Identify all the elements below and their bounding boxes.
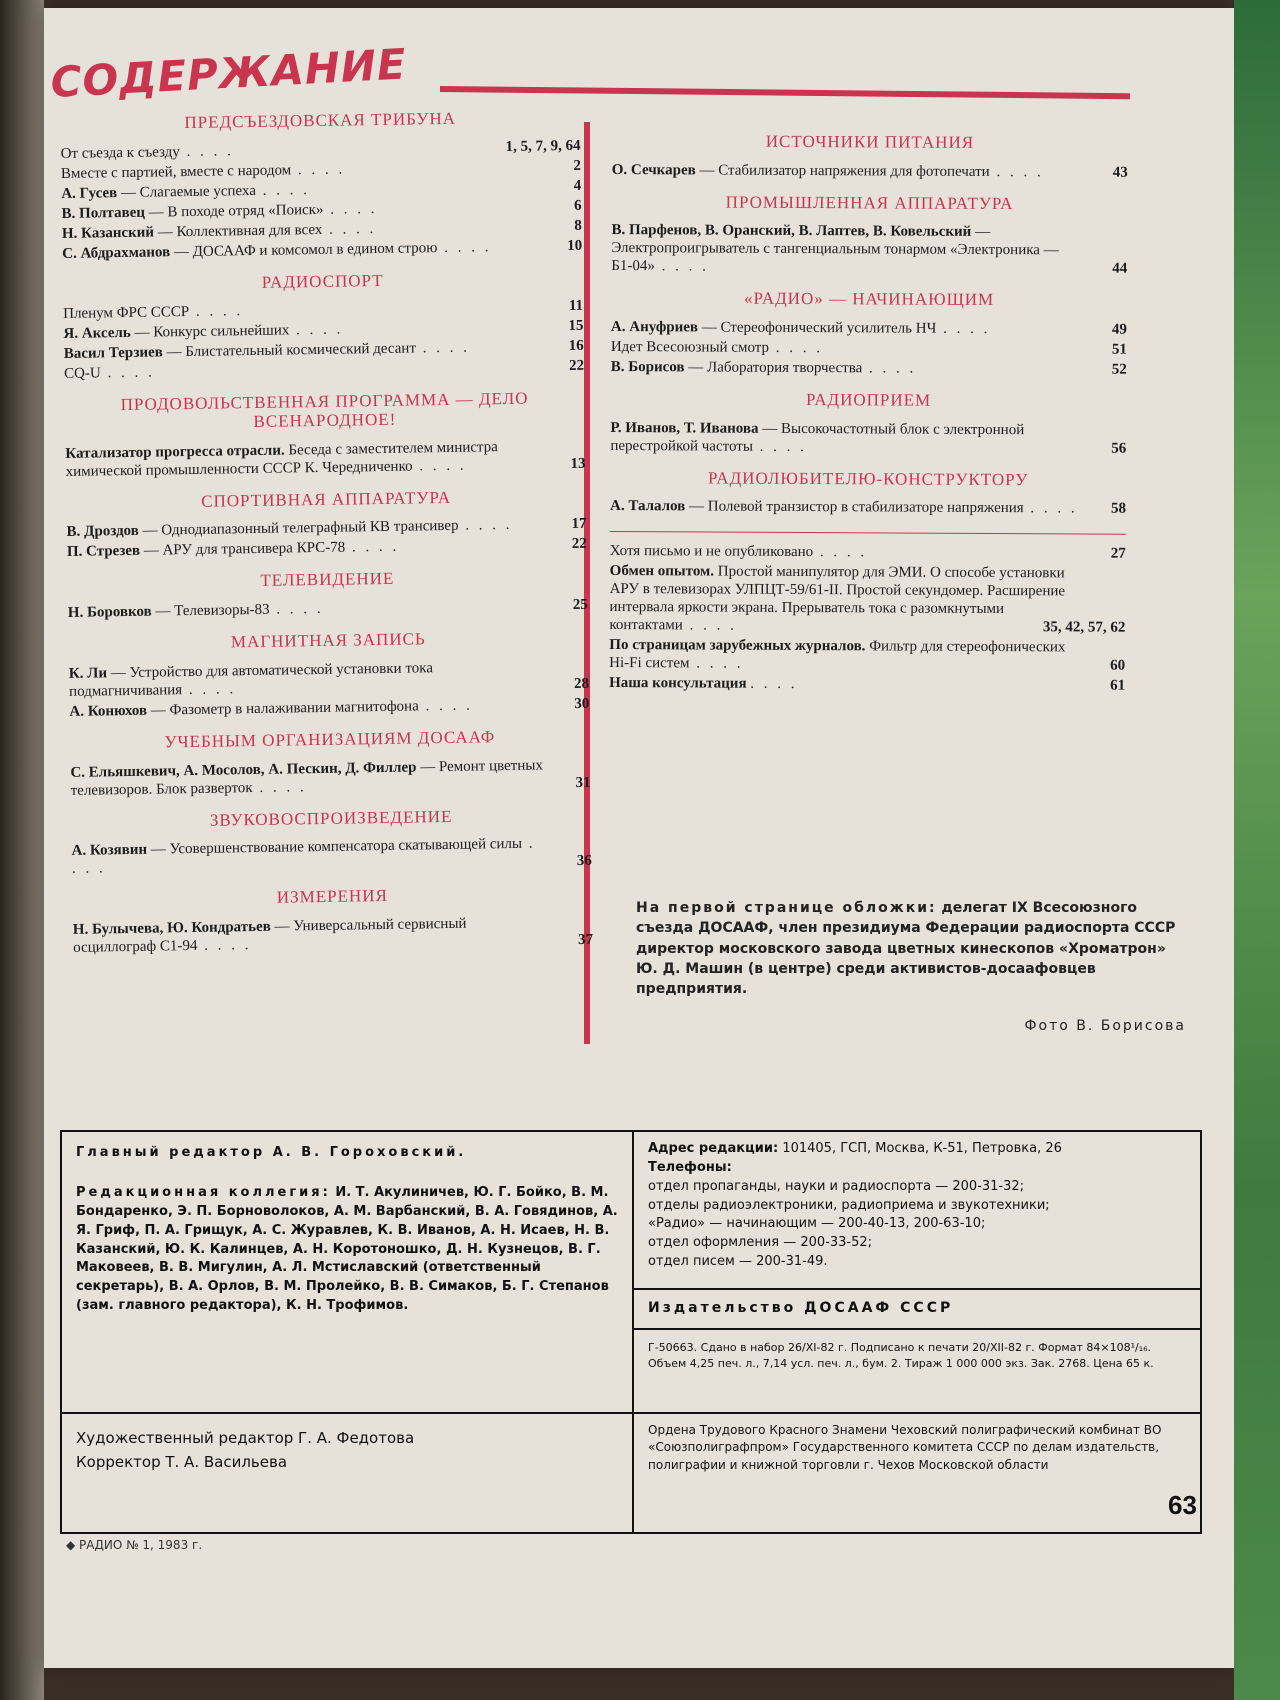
toc-entry-title: Хотя письмо и не опубликовано: [609, 543, 814, 561]
toc-entry-author: А. Талалов: [609, 498, 686, 515]
toc-entry-pages: 22: [571, 536, 587, 553]
toc-leader-dots: . . . .: [323, 200, 378, 218]
toc-entry: [612, 161, 1128, 182]
toc-entry-author: А. Козявин: [71, 841, 148, 860]
toc-entry-pages: 27: [1110, 546, 1126, 563]
imprint-left: [62, 1132, 634, 1532]
toc-entry-author: В. Дроздов: [66, 523, 139, 541]
toc-entry-title: Пленум ФРС СССР: [63, 304, 190, 323]
toc-section-title: «РАДИО» — НАЧИНАЮЩИМ: [744, 289, 995, 310]
toc-entry-author: А. Гусев: [61, 184, 118, 202]
toc-entry-pages: 61: [1110, 678, 1126, 695]
toc-leader-dots: . . . .: [750, 676, 798, 693]
toc-leader-dots: . . . .: [813, 544, 868, 561]
toc-entry-pages: 15: [568, 318, 584, 335]
toc-leader-dots: . . . .: [345, 539, 400, 557]
toc-entry-title: Идет Всесоюзный смотр: [610, 339, 770, 356]
toc-entry: [65, 437, 586, 481]
toc-entry: [609, 674, 1125, 695]
toc-leader-dots: . . . .: [458, 517, 513, 535]
toc-leader-dots: . . . .: [862, 360, 917, 377]
toc-entry-author: А. Ануфриев: [610, 319, 699, 336]
toc-section: [64, 389, 585, 481]
toc-leader-dots: . . . .: [437, 238, 492, 256]
toc-leader-dots: . . . .: [412, 457, 467, 475]
misc-rule: [610, 531, 1126, 535]
toc-entry: [73, 913, 594, 957]
toc-entry: [609, 562, 1125, 637]
imprint-divider-3: [634, 1412, 1200, 1414]
printer: Ордена Трудового Красного Знамени Чеховский полиграфический комбинат ВО «Союзполиграфпром» Государственного комитета СССР по делам издательств, полиграфии и книжной торговли г. Чехов Московской области: [648, 1423, 1162, 1472]
cover-caption-text: делегат IX Всесоюзного съезда ДОСААФ, член президиума Федерации радиоспорта СССР директор московского завода цветных кинескопов «Хроматрон» Ю. Д. Машин (в центре) среди активистов-досаафовцев предприятия.: [636, 900, 1176, 998]
page-number: 63: [1168, 1490, 1197, 1520]
toc-section: [612, 132, 1128, 181]
toc-entry-author: С. Ельяшкевич, А. Мосолов, А. Пескин, Д. Филлер: [70, 758, 417, 781]
toc-section-title: ЗВУКОВОСПРОИЗВЕДЕНИЕ: [209, 806, 453, 830]
toc-entry-title: Вместе с партией, вместе с народом: [60, 162, 292, 182]
toc-entry-title: — Однодиапазонный телеграфный КВ трансивер: [142, 518, 459, 540]
cover-edge-strip: [1234, 0, 1280, 1700]
address-label: Адрес редакции:: [648, 1141, 779, 1156]
toc-section: [66, 487, 587, 562]
toc-section-title: ИЗМЕРЕНИЯ: [276, 886, 389, 907]
toc-entry-pages: 36: [576, 852, 592, 870]
toc-entry: [611, 221, 1127, 278]
phone-line: отдел пропаганды, науки и радиоспорта — 200-31-32;: [648, 1178, 1025, 1194]
toc-entry-pages: 35, 42, 57, 62: [1042, 619, 1126, 637]
imprint-box: [60, 1130, 1202, 1534]
book-spine-shadow: [0, 0, 44, 1700]
toc-entry-pages: 56: [1111, 440, 1127, 457]
toc-entry-pages: 31: [575, 774, 591, 791]
footer-issue: ◆ РАДИО № 1, 1983 г.: [66, 1538, 203, 1552]
toc-entry-title: — Конкурс сильнейших: [134, 322, 290, 342]
editorial-board: [76, 1184, 624, 1316]
toc-entry-pages: 4: [573, 177, 582, 194]
footer-issue-text: РАДИО № 1, 1983 г.: [79, 1538, 203, 1552]
toc-entry-pages: 10: [567, 237, 583, 254]
toc-entry-pages: 2: [573, 157, 582, 174]
cover-caption-lead: На первой странице обложки:: [636, 900, 937, 916]
toc-entry: [70, 755, 591, 799]
toc-leader-dots: . . . .: [689, 655, 744, 673]
toc-entry-pages: 58: [1110, 501, 1127, 518]
toc-entry-author: В. Парфенов, В. Оранский, В. Лаптев, В. Ковельский: [611, 222, 972, 241]
toc-section-title: РАДИОСПОРТ: [261, 270, 384, 292]
toc-entry-title: — Полевой транзистор в стабилизаторе напряжения: [689, 498, 1024, 517]
toc-entry-pages: 60: [1110, 658, 1126, 675]
toc-entry-pages: 1, 5, 7, 9, 64: [505, 137, 581, 155]
toc-section: [68, 628, 589, 721]
chief-editor: Главный редактор А. В. Гороховский.: [76, 1145, 467, 1160]
toc-entry-pages: 49: [1111, 321, 1127, 338]
contents-heading: СОДЕРЖАНИЕ: [49, 39, 408, 107]
toc-entry-title: — Стереофонический усилитель НЧ: [701, 319, 937, 337]
toc-entry-pages: 37: [577, 931, 594, 948]
toc-entry-title: — Стабилизатор напряжения для фотопечати: [699, 162, 990, 180]
toc-left-column: [60, 104, 593, 971]
toc-leader-dots: . . . .: [182, 681, 237, 698]
toc-entry-author: С. Абдрахманов: [62, 243, 171, 262]
toc-entry: [611, 338, 1127, 359]
toc-section: [610, 469, 1126, 518]
toc-entry-title: — Коллективная для всех: [157, 221, 323, 241]
toc-entry-author: Васил Терзиев: [63, 344, 163, 363]
toc-section: [72, 884, 593, 957]
toc-entry-pages: 8: [574, 217, 582, 234]
toc-entry-author: Обмен опытом.: [609, 563, 715, 580]
imprint-divider-1: [634, 1288, 1200, 1290]
toc-entry-author: О. Сечкарев: [611, 161, 696, 179]
toc-entry-pages: 11: [568, 298, 584, 315]
toc-entry: [68, 596, 588, 622]
toc-section: [60, 108, 582, 263]
toc-entry-pages: 44: [1112, 260, 1128, 278]
toc-entry-title: Простой манипулятор для ЭМИ. О способе установки АРУ в телевизорах УЛПЦТ-59/61-II. Простой секундомер. Расширение интервала яркости экрана. Прерыватель тока с разомкнутыми контактами: [609, 563, 1066, 634]
toc-section-title: СПОРТИВНАЯ АППАРАТУРА: [201, 487, 452, 511]
toc-entry-pages: 17: [571, 516, 587, 533]
toc-section: [611, 289, 1127, 378]
toc-section-title: МАГНИТНАЯ ЗАПИСЬ: [230, 629, 426, 652]
toc-leader-dots: . . . .: [752, 438, 807, 455]
corrector: Корректор Т. А. Васильева: [76, 1453, 288, 1471]
imprint-divider-2: [634, 1328, 1200, 1330]
toc-entry: [609, 636, 1125, 675]
toc-leader-dots: . . . .: [291, 161, 346, 179]
toc-leader-dots: . . . .: [989, 163, 1044, 180]
toc-section-title: ПРОДОВОЛЬСТВЕННАЯ ПРОГРАММА — ДЕЛО ВСЕНАРОДНОЕ!: [120, 389, 529, 432]
toc-section-title: РАДИОЛЮБИТЕЛЮ-КОНСТРУКТОРУ: [708, 468, 1029, 489]
toc-section: [71, 805, 592, 878]
toc-entry-pages: 30: [574, 695, 590, 712]
toc-entry-author: Н. Казанский: [61, 224, 155, 242]
toc-section-title: РАДИОПРИЕМ: [805, 390, 932, 410]
address-block: [648, 1140, 1188, 1272]
toc-leader-dots: . . . .: [252, 778, 307, 796]
imprint-divider-left: [62, 1412, 632, 1414]
cover-caption: [636, 898, 1186, 999]
toc-entry-title: — АРУ для трансивера КРС-78: [143, 540, 346, 560]
toc-entry-pages: 16: [568, 338, 584, 355]
toc-entry-author: В. Полтавец: [61, 204, 146, 222]
toc-section-title: ТЕЛЕВИДЕНИЕ: [260, 569, 395, 591]
toc-leader-dots: . . . .: [189, 303, 244, 321]
toc-entry-title: — Усовершенствование компенсатора скатывающей силы: [150, 836, 523, 858]
print-info: Г-50663. Сдано в набор 26/XI-82 г. Подписано к печати 20/XII-82 г. Формат 84×108¹/₁₆. Объем 4,25 печ. л., 7,14 усл. печ. л., бум. 2. Тираж 1 000 000 экз. Зак. 2768. Цена 65 к.: [648, 1341, 1154, 1370]
toc-leader-dots: . . . .: [654, 258, 709, 275]
toc-entry-title: — Фазометр в налаживании магнитофона: [150, 698, 419, 719]
phone-line: отделы радиоэлектроники, радиоприема и звукотехники;: [648, 1197, 1050, 1213]
toc-entry-pages: 6: [573, 197, 582, 214]
art-editor: Художественный редактор Г. А. Федотова: [76, 1429, 415, 1447]
toc-entry-pages: 51: [1111, 341, 1127, 358]
toc-entry-pages: 25: [572, 596, 588, 614]
address: 101405, ГСП, Москва, К-51, Петровка, 26: [782, 1141, 1062, 1156]
toc-leader-dots: . . . .: [269, 601, 324, 618]
toc-entry-pages: 52: [1111, 361, 1127, 378]
toc-entry: [611, 318, 1127, 339]
toc-entry-pages: 28: [573, 675, 590, 692]
toc-entry-title: CQ-U: [63, 365, 101, 383]
toc-entry-title: — Блистательный космический десант: [166, 340, 417, 361]
toc-entry-title: — В походе отряд «Поиск»: [148, 201, 324, 221]
toc-section: [70, 727, 591, 800]
phone-line: отдел оформления — 200-33-52;: [648, 1235, 873, 1251]
toc-leader-dots: . . . .: [322, 220, 377, 238]
toc-section-title: ИСТОЧНИКИ ПИТАНИЯ: [765, 131, 975, 152]
toc-leader-dots: . . . .: [415, 339, 471, 357]
toc-entry-author: Н. Боровков: [67, 603, 152, 622]
toc-entry-title: Фильтр для стереофонических Hi-Fi систем: [609, 638, 1066, 672]
toc-section: [67, 567, 588, 622]
editorial-board-members: И. Т. Акулиничев, Ю. Г. Бойко, В. М. Бондаренко, Э. П. Борноволоков, А. М. Варбанский, В. А. Говядинов, А. Я. Гриф, П. А. Грищук, А. С. Журавлев, К. В. Иванов, А. Н. Исаев, Н. В. Казанский, Ю. К. Калинцев, А. Н. Коротоношко, Д. Н. Кузнецов, В. Г. Маковеев, В. В. Мигулин, А. Л. Мстиславский (ответственный секретарь), В. А. Орлов, В. М. Пролейко, В. В. Симаков, Б. Г. Степанов (зам. главного редактора), К. Н. Трофимов.: [76, 1185, 618, 1314]
toc-entry-title: — Ремонт цветных телевизоров. Блок разверток: [70, 756, 544, 799]
toc-entry-author: Наша консультация: [609, 675, 747, 693]
toc-entry: [611, 358, 1127, 379]
toc-section: [610, 390, 1126, 457]
toc-section-title: ПРОМЫШЛЕННАЯ АППАРАТУРА: [725, 192, 1014, 213]
toc-entry-author: Р. Иванов, Т. Иванова: [610, 419, 759, 437]
toc-leader-dots: . . . .: [1023, 500, 1078, 517]
toc-leader-dots: . . . .: [100, 364, 155, 382]
toc-entry: [610, 419, 1126, 458]
photo-credit: Фото В. Борисова: [1024, 1018, 1186, 1034]
toc-leader-dots: . . . .: [289, 321, 344, 339]
toc-section: [63, 268, 585, 383]
toc-leader-dots: . . . .: [255, 181, 311, 199]
toc-entry-pages: 22: [568, 358, 585, 375]
toc-leader-dots: . . . .: [936, 320, 991, 338]
phone-line: отдел писем — 200-31-49.: [648, 1254, 828, 1270]
toc-leader-dots: . . . .: [682, 617, 737, 635]
toc-entry-author: Катализатор прогресса отрасли.: [65, 442, 285, 462]
imprint-right: [634, 1132, 1200, 1532]
toc-entry: [71, 834, 592, 878]
toc-entry-title: — ДОСААФ и комсомол в едином строю: [173, 239, 438, 260]
toc-leader-dots: . . . .: [768, 339, 824, 357]
toc-entry-title: — Устройство для автоматической установки тока подмагничивания: [68, 660, 434, 700]
toc-entry-pages: 43: [1112, 164, 1128, 181]
editorial-board-label: Редакционная коллегия:: [76, 1185, 331, 1200]
toc-leader-dots: . . . .: [418, 697, 473, 715]
toc-section-title: ПРЕДСЪЕЗДОВСКАЯ ТРИБУНА: [184, 108, 457, 133]
toc-entry-title: — Телевизоры-83: [155, 601, 270, 620]
toc-right-column: [609, 128, 1128, 697]
toc-entry-title: — Универсальный сервисный осциллограф С1-94: [73, 915, 467, 956]
toc-entry-title: — Слагаемые успеха: [120, 182, 257, 201]
toc-leader-dots: . . . .: [197, 936, 252, 954]
toc-entry-pages: 13: [570, 455, 586, 472]
toc-entry-author: П. Стрезев: [66, 543, 141, 561]
toc-entry-title: — Электропроигрыватель с тангенциальным тонармом «Электроника — Б1-04»: [611, 224, 1059, 275]
toc-leader-dots: . . . .: [71, 835, 536, 878]
toc-entry-title: — Лаборатория творчества: [688, 359, 863, 377]
publisher: Издательство ДОСААФ СССР: [648, 1300, 954, 1316]
phone-line: «Радио» — начинающим — 200-40-13, 200-63-10;: [648, 1216, 986, 1232]
toc-entry-author: К. Ли: [68, 665, 108, 682]
toc-entry-title: — Высокочастотный блок с электронной перестройкой частоты: [610, 420, 1025, 455]
toc-entry: [610, 497, 1126, 518]
toc-entry-author: По страницам зарубежных журналов.: [609, 637, 866, 655]
toc-entry-title: От съезда к съезду: [60, 143, 180, 162]
toc-entry-author: Н. Булычева, Ю. Кондратьев: [72, 918, 271, 938]
toc-section: [611, 193, 1127, 278]
toc-section-title: УЧЕБНЫМ ОРГАНИЗАЦИЯМ ДОСААФ: [164, 727, 496, 752]
toc-entry-author: Я. Аксель: [63, 325, 131, 343]
toc-entry-author: В. Борисов: [610, 359, 685, 376]
toc-leader-dots: . . . .: [179, 142, 234, 160]
toc-entry-title: Беседа с заместителем министра химической промышленности СССР К. Чередниченко: [65, 438, 498, 480]
phones-label: Телефоны:: [648, 1159, 732, 1175]
toc-entry: [69, 657, 590, 701]
toc-entry-author: А. Конюхов: [69, 702, 148, 720]
toc-entry: [610, 542, 1126, 563]
